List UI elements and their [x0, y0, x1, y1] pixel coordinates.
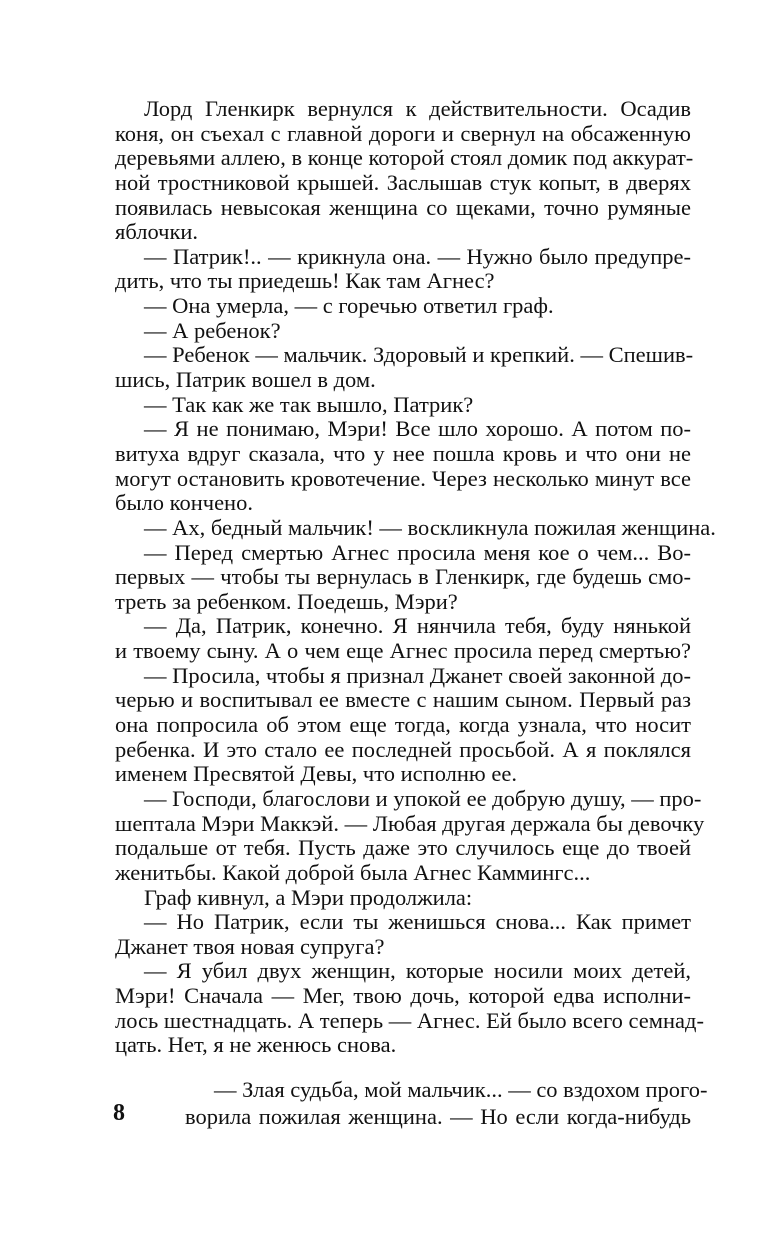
- text-line: дить, что ты приедешь! Как там Агнес?: [115, 268, 495, 294]
- text-line: шептала Мэри Маккэй. — Любая другая держала бы девочку: [115, 810, 705, 836]
- text-line: — Патрик!.. — крикнула она. — Нужно было предупре-: [144, 243, 691, 269]
- text-line: шись, Патрик вошел в дом.: [115, 367, 376, 393]
- text-line: — Она умерла, — с горечью ответил граф.: [144, 293, 554, 319]
- text-line: треть за ребенком. Поедешь, Мэри?: [115, 588, 458, 614]
- text-line: — Злая судьба, мой мальчик... — со вздохом прого-: [214, 1077, 708, 1102]
- text-line: могут остановить кровотечение. Через несколько минут все: [115, 465, 691, 491]
- text-line: яблочки.: [115, 219, 199, 245]
- text-line: ребенка. И это стало ее последней просьбой. А я поклялся: [115, 736, 691, 762]
- text-line: — Но Патрик, если ты женишься снова... Как примет: [144, 909, 691, 935]
- text-line: подальше от тебя. Пусть даже это случилось еще до твоей: [115, 835, 691, 861]
- text-line: лось шестнадцать. А теперь — Агнес. Ей было всего семнад-: [115, 1007, 704, 1033]
- page-number: 8: [113, 1100, 125, 1126]
- text-line: женитьбы. Какой доброй была Агнес Каммингс...: [115, 859, 591, 885]
- text-line: — Да, Патрик, конечно. Я нянчила тебя, буду нянькой: [144, 613, 691, 639]
- text-line: — А ребенок?: [144, 317, 281, 343]
- text-line: Лорд Гленкирк вернулся к действительности. Осадив: [144, 96, 691, 121]
- text-line: — Ребенок — мальчик. Здоровый и крепкий. — Спешив-: [144, 342, 694, 368]
- text-line: появилась невысокая женщина со щеками, точно румяные: [115, 194, 691, 220]
- text-line: — Я не понимаю, Мэри! Все шло хорошо. А потом по-: [144, 416, 691, 442]
- text-line: Граф кивнул, а Мэри продолжила:: [144, 884, 473, 910]
- text-line: и твоему сыну. А о чем еще Агнес просила перед смертью?: [115, 638, 691, 664]
- text-line: ной тростниковой крышей. Заслышав стук копыт, в дверях: [115, 169, 691, 195]
- text-line: — Я убил двух женщин, которые носили моих детей,: [144, 958, 691, 984]
- text-line: Джанет твоя новая супруга?: [115, 933, 385, 959]
- bottom-text-block: [185, 1076, 708, 1130]
- text-line: — Ах, бедный мальчик! — воскликнула пожилая женщина.: [144, 514, 716, 540]
- text-line: — Просила, чтобы я признал Джанет своей законной до-: [144, 662, 691, 688]
- text-line: деревьями аллею, в конце которой стоял домик под аккурат-: [115, 145, 694, 171]
- text-line: именем Пресвятой Девы, что исполню ее.: [115, 761, 517, 787]
- text-line: — Так как же так вышло, Патрик?: [144, 391, 474, 417]
- text-line: черью и воспитывал ее вместе с нашим сыном. Первый раз: [115, 687, 691, 713]
- text-line: витуха вдруг сказала, что у нее пошла кровь и что они не: [115, 440, 691, 466]
- text-line: она попросила об этом еще тогда, когда узнала, что носит: [115, 712, 691, 738]
- text-line: — Господи, благослови и упокой ее добрую душу, — про-: [144, 785, 702, 811]
- text-line: ворила пожилая женщина. — Но если когда-нибудь: [185, 1104, 691, 1129]
- text-line: было кончено.: [115, 490, 253, 516]
- main-text-block: [115, 96, 716, 1058]
- text-line: первых — чтобы ты вернулась в Гленкирк, где будешь смо-: [115, 564, 691, 590]
- text-line: — Перед смертью Агнес просила меня кое о чем... Во-: [144, 539, 691, 565]
- text-line: Мэри! Сначала — Мег, твою дочь, которой едва исполни-: [115, 983, 691, 1009]
- text-line: цать. Нет, я не женюсь снова.: [115, 1032, 397, 1058]
- text-line: коня, он съехал с главной дороги и свернул на обсаженную: [115, 120, 691, 146]
